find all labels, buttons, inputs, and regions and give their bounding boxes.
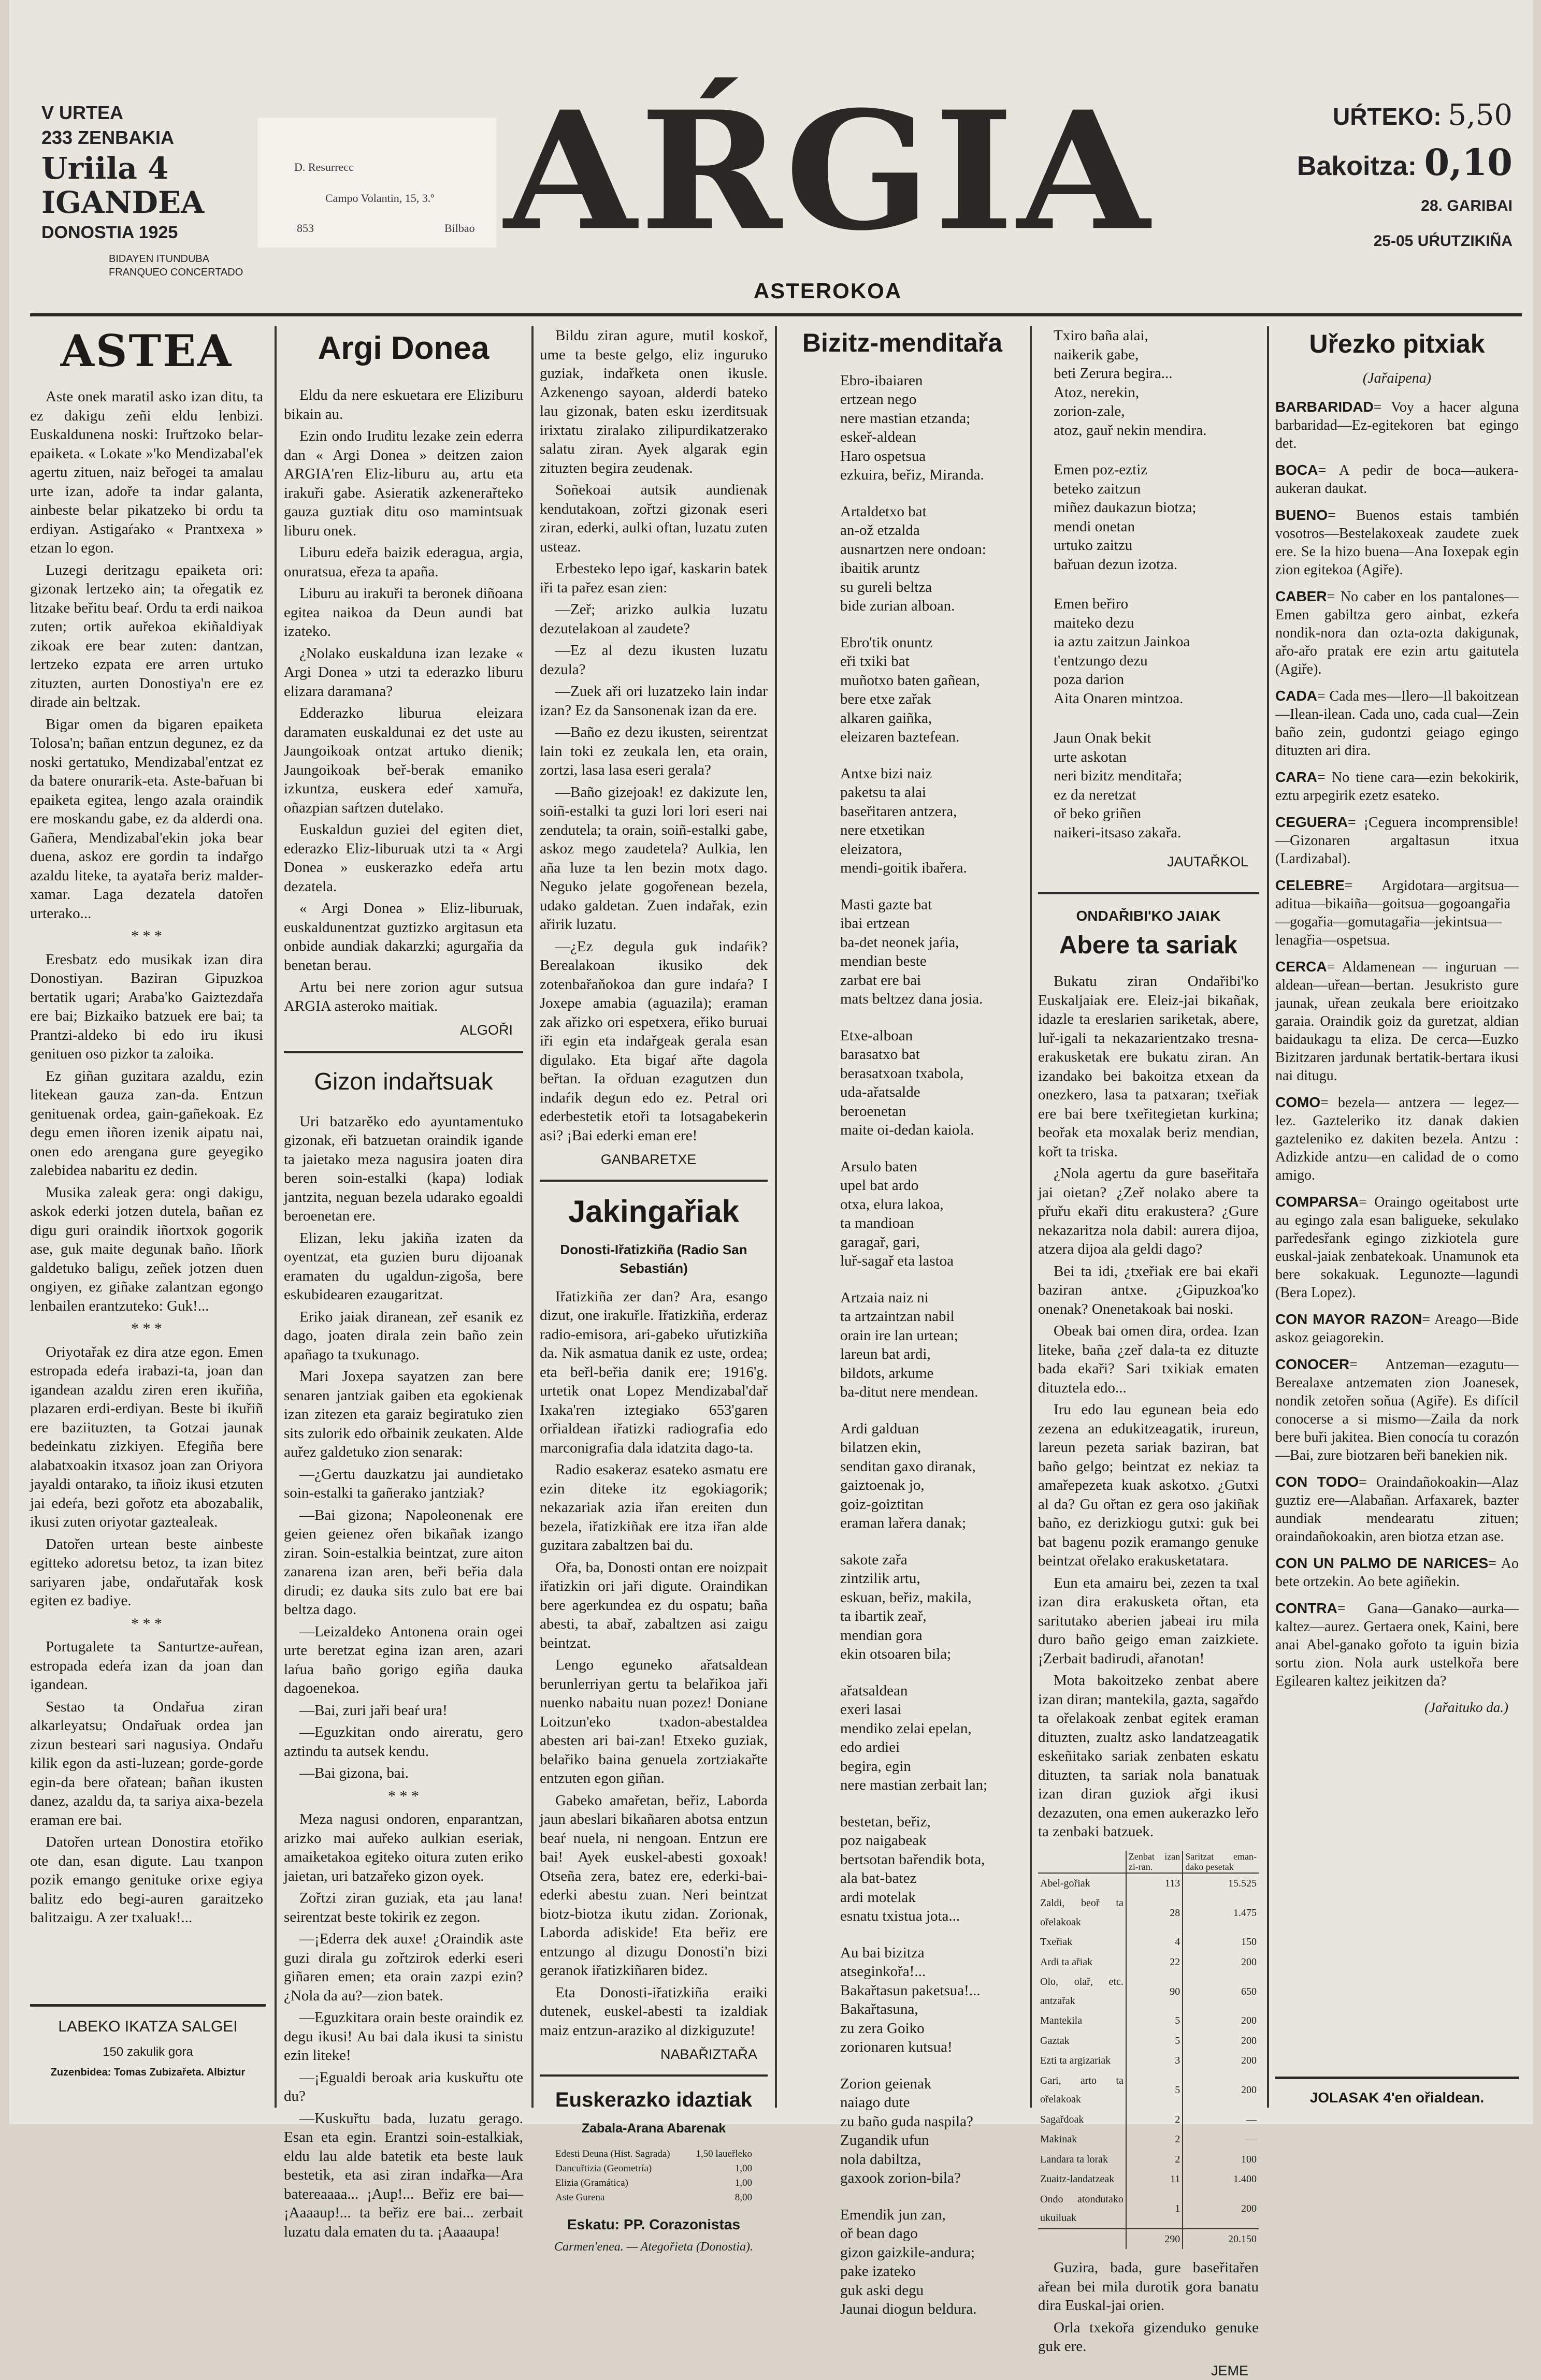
gizon-paragraph: Uri batzarěko edo ayuntamentuko gizonak, eři batzuetan oraindik igande ta jaietako meza nagusira joaten dira beren soin-estalki (kapa) lodiak jantzita, neguan bezela udarako egoaldi beroenetan ere.: [284, 1113, 523, 1225]
newspaper-subtitle: ASTEROKOA: [753, 279, 902, 303]
address-city: Bilbao: [444, 222, 475, 235]
astea-heading: ASTEA: [60, 325, 233, 376]
address-street: Campo Volantin, 15, 3.º: [325, 192, 435, 205]
issue-number: 233 ZENBAKIA: [41, 127, 175, 148]
astea-paragraph: Aste onek maratil asko izan ditu, ta ez dakigu zeñi eldu lenbizi. Euskaldunena noski: Iruřtzoko belar-epaiketa. « Lokate »'ko Mendizabal'ek agertu zituen, naiz beřogei ta amalau urte izan, adoře ta indar galanta, ainbeste belar pikatzeko bi ordu ta erdiyan. Astigaŕako « Prantxexa » etzan lo egon.: [30, 388, 263, 557]
argi-donea-paragraph: Liburu au irakuři ta beronek diñoana egitea naikoa da Deun aundi bat izateko.: [284, 585, 523, 640]
prize-table: [1038, 1851, 1259, 2250]
glossary-entry: CEGUERA= ¡Ceguera incomprensible!—Gizonaren argaltasun itxua (Lardizabal).: [1275, 814, 1519, 867]
glossary-entry: CON TODO= Oraindañokoakin—Alaz guztiz ere—Alabañan. Arfaxarek, bazter aundiak mendearatu zituen; oraindañokoakin, aren biotza etzan ase.: [1275, 1473, 1519, 1545]
book-list: [540, 2147, 768, 2205]
poem-stanza: Etxe-alboan barasatxo bat berasatxoan txabola, uda-ařatsalde beroenetan maite oi-dedan kaiola.: [840, 1027, 974, 1138]
abere-heading: Abere ta sariak: [1059, 932, 1238, 959]
radio-paragraph: Gabeko amařetan, beřiz, Laborda jaun abeslari bikañaren abotsa entzun beaŕ nuela, ni nengoan. Entzun ere bai! Ayek euskel-abesti goxoak! Otseña zera, batez ere, ederki-bai-ederki abestu zuan. Neri beintzat biotz-biotza ikutu zidan. Zorionak, Laborda adiskide! Eta beřiz ere entzungo al dizugu Donosti'n bizi geranok iřatizkiñaren bidez.: [540, 1792, 768, 1979]
argi-donea-paragraph: Edderazko liburua eleizara daramaten euskaldunai ez det uste au Jaungoikoak ontzat artuko dienik; Jaungoikoak beř-berak emaniko izkuntza, euskera edeŕ xamuřa, oñazpian saŕtzen dutelako.: [284, 705, 523, 816]
column-abere-ta-sariak: [1038, 326, 1259, 2378]
article-signature: GANBARETXE: [600, 1152, 697, 1167]
poem-stanza: Au bai bizitza atseginkořa!... Bakařtasun paketsua!... Bakařtasuna, zu zera Goiko zorionaren kutsua!: [840, 1944, 981, 2055]
glossary-entry: CON UN PALMO DE NARICES= Ao bete ortzekin. Ao bete agiñekin.: [1275, 1555, 1519, 1590]
prize-table-header: Zenbat izan zi-ran. Saritzat eman-dako pesetak: [1038, 1851, 1259, 1873]
issue-place-year: DONOSTIA 1925: [41, 223, 178, 242]
column-rule: [1030, 326, 1032, 2108]
astea-paragraph: Bigar omen da bigaren epaiketa Tolosa'n; bañan entzun degunez, ez da noski gertatuko, Mendizabal'entzat ez da batere onurarik-eta. Aste-bařuan bi epaiketa egitea, lengo azala oraindik ere moskandu gabe, ez da alderdi ona. Gañera, Mendizabal'ekin joka bear duena, askoz ere gordin ta indařgo azaldu liteke, ta ayatařa beriz malder-xamar. Laga dezatela datořen urterako...: [30, 716, 263, 922]
single-copy-label: Bakoitza:: [1297, 151, 1417, 181]
poem-stanza: Masti gazte bat ibai ertzean ba-det neonek jaŕia, mendian beste zarbat ere bai mats beltzez dana josia.: [840, 896, 983, 1007]
radio-subheading: Donosti-Iřatizkiña (Radio San Sebastián): [560, 1241, 747, 1276]
table-row: Mantekila 5 200: [1038, 2011, 1259, 2031]
address-number: 853: [297, 222, 314, 235]
column-argi-donea: [284, 326, 523, 2240]
poem-stanza: Emen beřiro maiteko dezu ia aztu zaitzun Jainkoa t'entzungo dezu poza darion Aita Onaren mintzoa.: [1054, 596, 1190, 707]
gizon-continued-paragraph: —Baño ez dezu ikusten, seirentzat lain toki ez zeukala len, eta orain, zortzi, lasa lasa eseri gerala?: [540, 724, 768, 778]
article-divider: [540, 2074, 768, 2077]
poem-stanza: Antxe bizi naiz paketsu ta alai baseřitaren antzera, nere etxetikan eleizatora, mendi-goitik ibařera.: [840, 765, 967, 876]
gizon-paragraph: —¡Ederra dek auxe! ¿Oraindik aste guzi dirala gu zořtzirok ederki eseri giñaren emen; eta orain zazpi ezin? ¿Nola da au?—zion batek.: [284, 1931, 523, 2004]
abere-paragraph: Bukatu ziran Ondařibi'ko Euskaljaiak ere. Eleiz-jai bikañak, idazle ta ereslarien sariketak, abere, luř-igali ta nekazarientzako tresna-erakusketak ere bukatu ziran. An izandako bei bakoitza etxean da onezkero, lasa ta patxaran; txeřiak ere bai bere txeřitegietan kurkina; beořak eta moxalak beriz mendian, kořt ta triska.: [1038, 973, 1259, 1160]
argi-donea-paragraph: « Argi Donea » Eliz-liburuak, euskaldunentzat guztizko argitasun eta onbide aundiak dakarzki; agurgařia da benetan berau.: [284, 900, 523, 974]
poem-stanza: Arsulo baten upel bat ardo otxa, elura lakoa, ta mandioan garagař, gari, luř-sagař eta lastoa: [840, 1158, 954, 1269]
argi-donea-paragraph: Eldu da nere eskuetara ere Eliziburu bikain au.: [284, 387, 523, 423]
column-urezko-pitxiak: [1275, 326, 1519, 2108]
article-divider: [1038, 892, 1259, 894]
volume-label: V URTEA: [41, 102, 124, 123]
gizon-paragraph: —Bai, zuri jaři beaŕ ura!: [299, 1702, 448, 1719]
table-row: Gari, arto ta ořelakoak 5 200: [1038, 2071, 1259, 2110]
glossary-entry: BARBARIDAD= Voy a hacer alguna barbaridad—Ez-egitekoren bat egingo det.: [1275, 398, 1519, 452]
poem-stanza: Txiro baña alai, naikerik gabe, beti Zerura begira... Atoz, nerekin, zorion-zale, atoz, gauř nekin mendira.: [1054, 327, 1207, 439]
charcoal-advert: [30, 2004, 266, 2079]
section-separator: * * *: [131, 927, 162, 945]
poem-heading: Bizitz-menditařa: [802, 328, 1003, 357]
glossary-entry: CONTRA= Gana—Ganako—aurka—kaltez—aurez. Gertaera onek, Kaini, bere anai Abel-ganako gořoto ta iguin bizia sortu zion. Nola aurk ustelkořa bere Egilearen kaltez jeikitzen da?: [1275, 1600, 1519, 1689]
astea-paragraph: Datořen urtean beste ainbeste egitteko adoretsu betoz, ta izan bitez sariyaren jabe, ondařutařak kosk egiten ez badiye.: [30, 1535, 263, 1609]
glossary-entry: BUENO= Buenos estais también vosotros—Bestelakoxeak zaudete zuek ere. Se la hizo buena—Ana Ioxepak egin zion egitekoa (Agiře).: [1275, 506, 1519, 578]
table-row: Ezti ta argizariak 3 200: [1038, 2051, 1259, 2071]
argi-donea-paragraph: Ezin ondo Iruditu lezake zein ederra dan « Argi Donea » deitzen zaion ARGIA'ren Eliz-liburu au, artu eta irakuři gabe. Asieratik azkenerařteko gauza guztiak ditu oso mamintsuak liburu onek.: [284, 428, 523, 539]
gizon-continued-paragraph: —Ez al dezu ikusten luzatu dezula?: [540, 642, 768, 678]
abere-paragraph: ¿Nola agertu da gure baseřitařa jai oietan? ¿Zeř nolako abere ta přuřu ekaři ditu erakustera? ¿Gure nekazaritza nola dabil: aurera dijoa, atzera dijoa ala geldi dago?: [1038, 1165, 1259, 1258]
advert-address: Zuzenbidea: Tomas Zubizařeta. Albiztur: [50, 2067, 246, 2078]
book-item: Edesti Deuna (Hist. Sagrada) 1,50 laueřleko: [555, 2149, 752, 2159]
table-row: Ardi ta ařiak 22 200: [1038, 1952, 1259, 1972]
table-total-row: 290 20.150: [1038, 2229, 1259, 2250]
article-signature: NABAŘIZTAŘA: [660, 2047, 757, 2062]
book-publisher: Zabala-Arana Abarenak: [581, 2121, 726, 2136]
gizon-paragraph: —Bai gizona, bai.: [299, 1765, 409, 1782]
gizon-continued-paragraph: Soñekoai autsik aundienak kendutakoan, zořtzi gizonak eseri ziran, ederki, aulki oftan, luzatu zuten usteaz.: [540, 482, 768, 555]
gizon-paragraph: Elizan, leku jakiña izaten da oyentzat, eta guzien buru dijoanak eramaten du ugaldun-zigoša, bere eskubidearen ezaugaritzat.: [284, 1229, 523, 1303]
gizon-indartsuak-heading: Gizon indařtsuak: [314, 1067, 493, 1095]
gizon-paragraph: Zořtzi ziran guziak, eta ¡au lana! seirentzat beste tokirik ez zegon.: [284, 1890, 523, 1925]
gizon-paragraph: —Bai gizona; Napoleonenak ere geien geienez ořen bikañak izango ziran. Soin-estalkia beintzat, zure aiton zanarena izan aren, beři beřia dala dirudi; ez dauka sits zulo bat ere bai beltza dago.: [284, 1506, 523, 1618]
poem-stanza: sakote zařa zintzilik artu, eskuan, beřiz, makila, ta ibartik zeař, mendian gora ekin otsoaren bila;: [840, 1551, 972, 1662]
order-address: Carmen'enea. — Ategořieta (Donostia).: [554, 2240, 753, 2254]
glossary-entry: CADA= Cada mes—Ilero—Il bakoitzean—Ilean-ilean. Cada uno, cada cual—Zein baño zein, gudontzi geiago egingo dituzten ari dira.: [1275, 687, 1519, 759]
column-bizitz-menditara: [783, 326, 1021, 2317]
single-copy-price: 0,10: [1424, 141, 1513, 184]
article-signature: JEME: [1211, 2362, 1248, 2378]
glossary-entry: CELEBRE= Argidotara—argitsua—aditua—bikaiña—goitsua—gogoangařia—gogařia—gomutagařia—jekintsua—lenagřia—ospetsua.: [1275, 877, 1519, 948]
section-separator: * * *: [388, 1787, 419, 1805]
masthead-left: [41, 104, 269, 278]
glossary-entry: COMO= bezela— antzera — legez— lez. Gazteleriko itz danak dakien gazteleniko ez dakiten bezela. Antzu : Adizkide antzu—en calidad de o como amigo.: [1275, 1094, 1519, 1183]
poem-stanza: Ebro'tik onuntz eři txiki bat muñotxo baten gañean, bere etxe zařak alkaren gaiñka, eleizaren baztefean.: [840, 634, 980, 745]
glossary-entry: CON MAYOR RAZON= Areago—Bide askoz geiagorekin.: [1275, 1311, 1519, 1346]
astea-paragraph: Ez giñan guzitara azaldu, ezin litekean gauza zan-da. Entzun genituenak ordea, gain-gañekoak. Ez degu emen iñoren izenik aipatu nai, onen edo arengana gure geyegiko zalebidea nabaritu ez dedin.: [30, 1067, 263, 1179]
masthead-right: [1222, 98, 1513, 250]
newspaper-logo: AŔGIA: [504, 75, 1153, 267]
section-separator: * * *: [131, 1320, 162, 1338]
article-signature: ALGOŘI: [459, 1022, 513, 1038]
poem-stanza: Ebro-ibaiaren ertzean nego nere mastian etzanda; eskeř-aldean Haro ospetsua ezkuira, beřiz, Miranda.: [840, 372, 984, 483]
glossary-entry: BOCA= A pedir de boca—aukera-aukeran daukat.: [1275, 461, 1519, 497]
table-row: Ondo atondutako ukuiluak 1 200: [1038, 2189, 1259, 2229]
gizon-paragraph: —¡Egualdi beroak aria kuskuřtu ote du?: [284, 2069, 523, 2105]
euskerazko-idaztiak-heading: Euskerazko idaztiak: [555, 2088, 753, 2111]
issue-weekday: IGANDEA: [41, 185, 205, 220]
pitxiak-heading: Uřezko pitxiak: [1309, 329, 1485, 358]
address-label: [258, 118, 496, 248]
table-row: Txeřiak 4 150: [1038, 1932, 1259, 1952]
gizon-continued-paragraph: Erbesteko lepo igaŕ, kaskarin batek iři ta pařez esan zien:: [540, 560, 768, 596]
abere-paragraph: Obeak bai omen dira, ordea. Izan liteke, baña ¿zeř dala-ta ez dituzte bada ekaři? Sari txikiak ematen dituztela edo...: [1038, 1323, 1259, 1396]
gizon-paragraph: Eriko jaiak diranean, zeř esanik ez dago, joaten dirala zein baño zein apañago ta txukunago.: [284, 1308, 523, 1363]
table-row: Olo, olař, etc. antzařak 90 650: [1038, 1972, 1259, 2011]
column-rule: [275, 326, 277, 2108]
column-rule: [531, 326, 534, 2108]
address-name: D. Resurrecc: [294, 161, 354, 173]
article-divider: [284, 1051, 523, 1053]
postage-line-2: FRANQUEO CONCERTADO: [109, 267, 243, 278]
column-jakingariak: [540, 326, 768, 2254]
article-divider: [540, 1180, 768, 1182]
abere-paragraph: Bei ta idi, ¿txeřiak ere bai ekaři baziran antxe. ¿Gipuzkoa'ko onenak? Onenetakoak bai noski.: [1038, 1262, 1259, 1317]
gizon-paragraph: Meza nagusi ondoren, enparantzan, arizko mai auřeko aulkian eseriak, amaiketakoa egiteko oitura zuten eriko jaietan, uri batzařeko gizon oyek.: [284, 1811, 523, 1884]
argi-donea-heading: Argi Donea: [318, 330, 489, 366]
poem-body-continued: [1038, 326, 1259, 842]
radio-paragraph: Lengo eguneko ařatsaldean berunlerriyan gertu ta belařikoa jaři nuenko nabaitu nuan pozez! Doniane Loitzun'eko txadon-abestaldea abesten ari bai-zan! Etxeko guziak, belařiko baina genuela zortziakařte entzuten egon giñan.: [540, 1657, 768, 1787]
continued-note: (Jařaituko da.): [1424, 1699, 1508, 1715]
astea-paragraph: Sestao ta Ondařua ziran alkarleyatsu; Ondařuak ordea jan zizun besteari sari nagusiya. Ondařu kilik egon da asti-luzean; gorde-gorde egin-da bere ořatean; bañan ikusten danez, azaldu da, ta sariya aixa-bezela eraman ere bai.: [30, 1698, 263, 1828]
masthead-garibai: 28. GARIBAI: [1421, 197, 1513, 214]
book-item: Elizia (Gramática) 1,00: [555, 2178, 752, 2188]
astea-paragraph: Luzegi deritzagu epaiketa ori: gizonak lertzeko ain; ta ořegatik ez litzake beřitu beaŕ. Ordu ta erdi naikoa zuten; ortik auřekoa ekiñaldiyak zikoak ere bear zuten: dantzan, lertzeko ezpata ere arren urtuko zituzten, aurten Donostiya'n ere ez dirade ain beltzak.: [30, 561, 263, 711]
order-from: Eskatu: PP. Corazonistas: [567, 2216, 741, 2232]
radio-paragraph: Eta Donosti-iřatizkiña eraiki dutenek, euskel-abesti ta izaldiak maiz entzun-araziko al dizkiguzute!: [540, 1984, 768, 2039]
astea-paragraph: Eresbatz edo musikak izan dira Donostiyan. Baziran Gipuzkoa bertatik ugari; Araba'ko Gaiztezdařa ere bai; Bizkaiko batzuek ere bai; ta Prantzi-aldeko bi edo iru ikusi genituen oso pizkor ta zaloika.: [30, 951, 263, 1063]
astea-paragraph: Oriyotařak ez dira atze egon. Emen estropada edeŕa irabazi-ta, joan dan igandean azaldu ziren eren ikuřiña, plazaren erdi-erdiyan. Beste bi ikuřiñ ere baziituzten, ta Gotzai jaunak bedeinkatu zizkiyen. Efegiña bere alabatxoakin itxasoz joan zan Oriyora jayaldi ontarako, ta iñoiz ikusi etzuten jai edeŕa, bezi gořotz eta abozabalik, ikusi zuten oriyotar gaztealeak.: [30, 1343, 263, 1531]
argi-donea-paragraph: Artu bei nere zorion agur sutsua ARGIA asteroko maitiak.: [284, 979, 523, 1014]
poem-stanza: Ardi galduan bilatzen ekin, senditan gaxo diranak, gaiztoenak jo, goiz-goiztitan eraman lařera danak;: [840, 1420, 976, 1531]
poem-stanza: Artzaia naiz ni ta artzaintzan nabil orain ire lan urtean; lareun bat ardi, bildots, arkume ba-ditut nere mendean.: [840, 1289, 978, 1400]
postage-line-1: BIDAYEN ITUNDUBA: [109, 253, 210, 265]
poem-stanza: bestetan, beřiz, poz naigabeak bertsotan bařendik bota, ala bat-batez ardi motelak esnatu txistua jota...: [840, 1813, 985, 1924]
argi-donea-paragraph: ¿Nolako euskalduna izan lezake « Argi Donea » utzi ta ederazko liburu elizara daramana?: [284, 645, 523, 700]
glossary-entry: CABER= No caber en los pantalones—Emen gabiltza gero ainbat, ezkeŕa nondik-nora dan ozta-ozta dakigunak, ařo-ařo pratak ere ezin artu gaitutela (Agiře).: [1275, 588, 1519, 677]
astea-paragraph: Portugalete ta Santurtze-auřean, estropada edeŕa izan da joan dan igandean.: [30, 1638, 263, 1693]
glossary-entry: CARA= No tiene cara—ezin bekokirik, eztu arpegirik ezetz esateko.: [1275, 768, 1519, 804]
masthead-date: 25-05 UŔUTZIKIÑA: [1373, 233, 1513, 250]
abere-kicker: ONDAŘIBI'KO JAIAK: [1076, 907, 1221, 924]
games-footer: [1275, 2077, 1519, 2106]
gizon-continued-paragraph: —Baño gizejoak! ez dakizute len, soiñ-estalki ta guzi lori lori eseri nai zendutela; ta orain, soiñ-estalki gabe, askoz mego zaudetela? Aulkia, len aña luze ta len bezin motx dago. Neguko jelate gogořenean bezela, udako galdetan. Zuen indařak, ezin ařirik luzatu.: [540, 783, 768, 933]
advert-title: LABEKO IKATZA SALGEI: [58, 2018, 238, 2035]
radio-paragraph: Iřatizkiña zer dan? Ara, esango dizut, one irakuřle. Iřatizkiña, erderaz radio-emisora, ari-gabeko uřutizkiña da. Nik asmatua danik ez uste, ordea; eta beřl-beřia danik ere; 1916'g. urtetik onat Lopez Mendizabal'dař Ixaka'ren iztegiako 653'garen orřialdean iřatizki radiografia edo marconigrafia dala idatzita dago-ta.: [540, 1288, 768, 1456]
gizon-continued-paragraph: —Zuek aři ori luzatzeko lain indar izan? Ez da Sansonenak izan da ere.: [540, 683, 768, 719]
abere-paragraph: Eun eta amairu bei, zezen ta txal izan dira erakusketa ořtan, eta saritutako aberien jabeai iru mila duro baño geigo eman zaizkiete. ¡Zerbait badirudi, ařanotan!: [1038, 1574, 1259, 1667]
column-rule: [775, 326, 777, 2108]
table-row: Zaldi, beoř ta ořelakoak 28 1.475: [1038, 1893, 1259, 1932]
table-row: Gaztak 5 200: [1038, 2031, 1259, 2051]
radio-paragraph: Radio esakeraz esateko asmatu ere ezin diteke itz egokiagorik; nekazariak azia iřan ereiten dun bezela, iřatizkiñak ere itza iřan alde guzitara zabaltzen bai du.: [540, 1461, 768, 1554]
abere-paragraph: Guzira, bada, gure baseřitařen ařean bei mila durotik gora banatu dira Euskal-jai orien.: [1038, 2259, 1259, 2314]
poem-stanza: ařatsaldean exeri lasai mendiko zelai epelan, edo ardiei begira, egin nere mastian zerbait lan;: [840, 1682, 988, 1793]
gizon-paragraph: —Leizaldeko Antonena orain ogei urte beretzat egina izan aren, azari laŕua baño gorigo egiña dauka dagoenekoa.: [284, 1623, 523, 1697]
gizon-paragraph: —Eguzkitan ondo aireratu, gero aztindu ta autsek kendu.: [284, 1724, 523, 1760]
subscription-label: UŔTEKO:: [1332, 103, 1442, 130]
newspaper-page: [9, 0, 1533, 2378]
jakingariak-heading: Jakingařiak: [568, 1194, 740, 1229]
astea-paragraph: Musika zaleak gera: ongi dakigu, askok ederki jotzen dutela, bañan ez digu guri oraindik iñortxok gogorik ase, guk maite degunak baño. Iñork galdetuko baligu, zeñek jotzen duen ongiyen, ez giñake zalantzan egongo lenbailen erantzuteko: Guk!...: [30, 1184, 263, 1314]
abere-paragraph: Mota bakoitzeko zenbat abere izan diran; mantekila, gazta, sagařdo ta ořelakoak zenbat egitek eraman dituzten, zualtz asko landatzeagatik eskeñitako sariak zenbaten eskatu dituzten, ta sariak nola banatuak izan diran guziok ařgi ikusi dezazuten, ona emen aukerazko leřo ta zenbaki batzuek.: [1038, 1672, 1259, 1840]
glossary-entry: CERCA= Aldamenean — inguruan — aldean—uřean—bertan. Jesukristo gure jaunak, uřean zeukala bere erioitzako garaia. Oraindik goiz da guretzat, aldian baidaukagu ta eliza. De cerca—Euzko Bizitzaren jardunak bertatik-bertara ikusi nai ditugu.: [1275, 958, 1519, 1084]
abere-paragraph: Iru edo lau egunean beia edo zezena an edukitzeagatik, irureun, lareun pezeta sariak baziran, bat baño gelgo; beintzat ez nekiaz ta amařepezeta kuak askotxo. ¿Gutxi al da? Gu ořtan ez gera oso jakiñak baño, ez derizkiogu gutxi: guk bei bat bagenu pozik eramango genuke beintzat ořelako erakusketatara.: [1038, 1401, 1259, 1570]
poem-stanza: Jaun Onak bekit urte askotan neri bizitz menditařa; ez da neretzat oř beko griñen naikeri-itsaso zakařa.: [1054, 730, 1183, 841]
radio-paragraph: Ořa, ba, Donosti ontan ere noizpait iřatizkin ori jaři digute. Oraindikan bere agerkundea ez du ospatu; baña abesti, ta abař, zabaltzen asi zaigu beintzat.: [540, 1559, 768, 1651]
poem-signature: JAUTAŘKOL: [1166, 854, 1248, 869]
table-row: Landara ta lorak 2 100: [1038, 2150, 1259, 2170]
gizon-paragraph: Mari Joxepa sayatzen zan bere senaren jantziak gaiben eta egokienak izan zitezen eta garaiz begiratuko zien sits zulorik edo ořbainik zeukaten. Alde auřez galdetuko zion senarak:: [284, 1368, 523, 1461]
poem-stanza: Zorion geienak naiago dute zu baño guda naspila? Zugandik ufun nola dabiltza, gaxook zorion-bila?: [840, 2075, 973, 2186]
table-row: Makinak 2 —: [1038, 2129, 1259, 2150]
gizon-continued-paragraph: Bildu ziran agure, mutil koskoř, ume ta beste gelgo, eliz inguruko guziak, indařketa onen ikusle. Azkenengo sayoan, alderdi bateko lau gizonak, baten esku izerditsuak irixtatu ziralako zilipurdikatzerako salatu ziran. Ayek algarak egin zituzten begira zeudenak.: [540, 327, 768, 476]
argi-donea-paragraph: Euskaldun guziei del egiten diet, ederazko Eliz-liburuak utzi ta « Argi Donea » euskerazko edeřa artu dezatela.: [284, 821, 523, 895]
issue-month: Uriila 4: [41, 151, 169, 186]
table-row: Abel-gořiak 113 15.525: [1038, 1873, 1259, 1894]
abere-paragraph: Orla txekořa gizenduko genuke guk ere.: [1038, 2319, 1259, 2355]
advert-quantity: 150 zakulik gora: [103, 2045, 193, 2059]
argi-donea-paragraph: Liburu edeřa baizik ederagua, argia, onuratsua, eřeza ta apaña.: [284, 544, 523, 580]
poem-stanza: Emendik jun zan, oř bean dago gizon gaizkile-andura; pake izateko guk aski degu Jaunai diogun beldura.: [840, 2206, 977, 2317]
poem-stanza: Artaldetxo bat an-ož etzalda ausnartzen nere ondoan: ibaitik aruntz su gureli beltza bide zurian alboan.: [840, 503, 986, 614]
subscription-price: 5,50: [1448, 98, 1513, 132]
astea-paragraph: Datořen urtean Donostira etořiko ote dan, esan digute. Lau txanpon pozik emango genituke orixe egiya balitz edo begi-auren garaitzeko balitzaigu. A zer txaluak!...: [30, 1834, 263, 1926]
gizon-continued-paragraph: —Zeř; arizko aulkia luzatu dezutelakoan al zaudete?: [540, 601, 768, 637]
glossary-entry: COMPARSA= Oraingo ogeitabost urte au egingo zala esan baligueke, sekulako parředesřank egingo zizkiotela gure euskal-jaiak zenbatekoak. Unamunok eta bere sokakuak. Legunozte—lagundi (Bera Lopez).: [1275, 1193, 1519, 1301]
gizon-paragraph: —Kuskuřtu bada, luzatu gerago. Esan eta egin. Erantzi soin-estalkiak, eldu lau alde batetik eta beste lauk bestetik, eta asi ziran indařka—Ara batereaaaa... ¡Aup!... Beřiz ere bai—¡Aaaaup!... ta beřiz ere bai... zerbait luzatu dala ematen du ta. ¡Aaaaupa!: [284, 2110, 523, 2240]
pitxiak-subheading: (Jařaipena): [1362, 370, 1432, 386]
table-row: Sagařdoak 2 —: [1038, 2110, 1259, 2130]
gizon-paragraph: —Eguzkitara orain beste oraindik ez degu ikusi! Au bai dala ikusi ta sinistu ezin liteke!: [284, 2009, 523, 2064]
glossary-entry: CONOCER= Antzeman—ezagutu—Berealaxe antzematen zion Joanesek, nondik zetořen soňua (Agiře). Es difícil conocerse a si mismo—Zaila da nork bere buři jakitea. Bien conocía tu corazón—Bai, zure biotzaren beři banekien nik.: [1275, 1356, 1519, 1463]
section-separator: * * *: [131, 1615, 162, 1632]
poem-stanza: Emen poz-eztiz beteko zaitzun miñez daukazun biotza; mendi onetan urtuko zaitzu bařuan dezun izotza.: [1054, 461, 1197, 573]
book-item: Dancuřtizia (Geometría) 1,00: [555, 2163, 752, 2174]
book-item: Aste Gurena 8,00: [555, 2192, 752, 2203]
table-row: Zuaitz-landatzeak 11 1.400: [1038, 2169, 1259, 2189]
column-astea: [30, 326, 263, 2108]
games-footer-text: JOLASAK 4'en ořialdean.: [1309, 2089, 1485, 2106]
masthead-rule: [30, 313, 1522, 316]
gizon-continued-paragraph: —¿Ez degula guk indaŕik? Berealakoan ikusiko dek zotenbařaňokoa dan gure indaŕa? I Joxepe amabia (aguazila); eraman zak ařizko ori espetxera, eřiko buruai iři egin eta indařgeak gerala esan digulako. Eta bigaŕ ařte dagola beřtan. Ia ořduan ezagutzen dun indaŕik degun edo ez. Petral ori ederbestetik etoři ta lotsagabekerin asi? ¡Bai ederki eman ere!: [540, 938, 768, 1144]
column-rule: [1267, 326, 1269, 2108]
poem-body: [783, 371, 1021, 2319]
gizon-paragraph: —¿Gertu dauzkatzu jai aundietako soin-estalki ta gañerako jantziak?: [284, 1465, 523, 1502]
